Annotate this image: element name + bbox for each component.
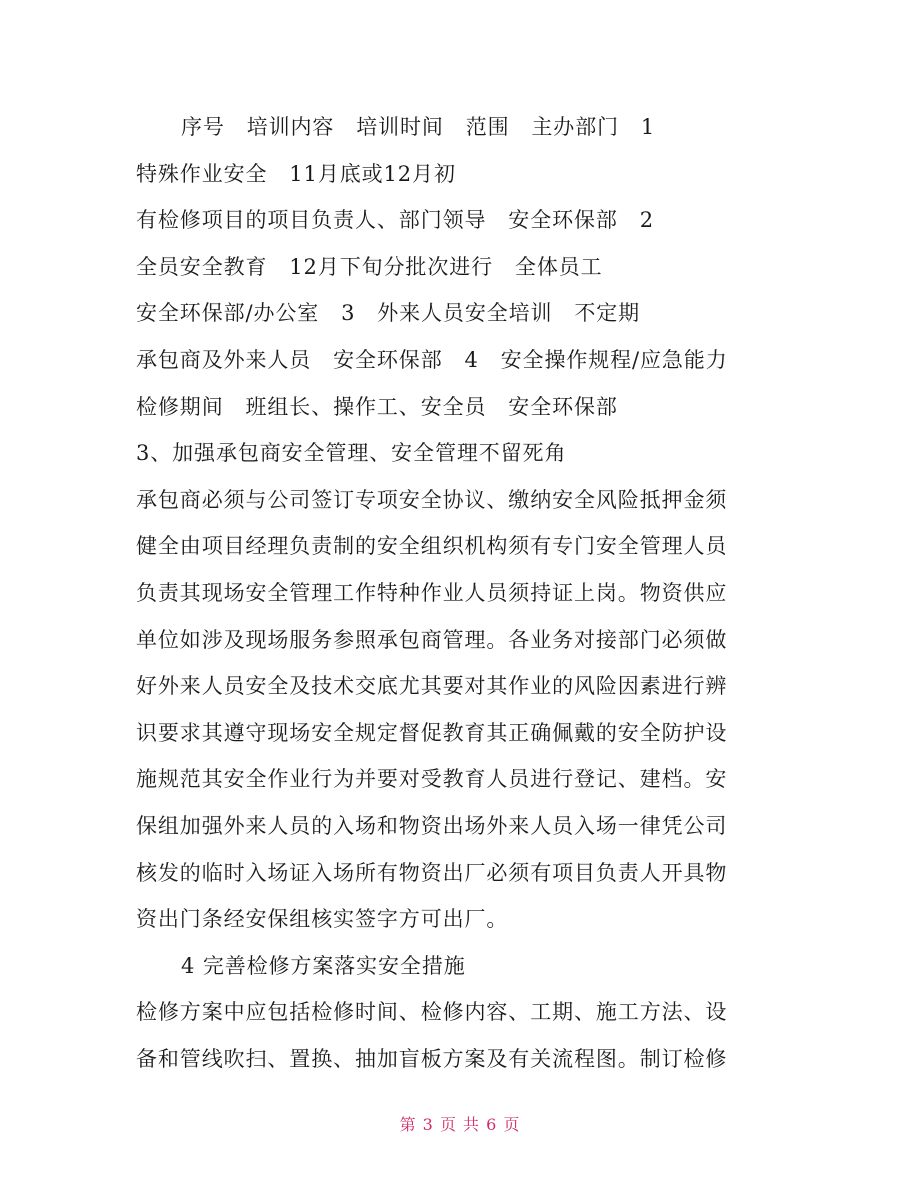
text-line: 负责其现场安全管理工作特种作业人员须持证上岗。物资供应 — [136, 580, 728, 605]
text-line: 承包商及外来人员 安全环保部 4 安全操作规程/应急能力 — [136, 347, 728, 372]
text-line: 核发的临时入场证入场所有物资出厂必须有项目负责人开具物 — [136, 860, 728, 885]
text-line: 安全环保部/办公室 3 外来人员安全培训 不定期 — [136, 301, 641, 326]
text-line: 施规范其安全作业行为并要对受教育人员进行登记、建档。安 — [136, 767, 728, 792]
text-line: 好外来人员安全及技术交底尤其要对其作业的风险因素进行辨 — [136, 674, 728, 699]
text-line: 特殊作业安全 11月底或12月初 — [136, 161, 456, 186]
page-number-footer: 第 3 页 共 6 页 — [399, 1115, 521, 1134]
section-heading: 3、加强承包商安全管理、安全管理不留死角 — [136, 441, 567, 466]
text-line: 识要求其遵守现场安全规定督促教育其正确佩戴的安全防护设 — [136, 720, 728, 745]
text-line: 资出门条经安保组核实签字方可出厂。 — [136, 907, 509, 932]
text-line: 保组加强外来人员的入场和物资出场外来人员入场一律凭公司 — [136, 813, 728, 838]
text-line: 承包商必须与公司签订专项安全协议、缴纳安全风险抵押金须 — [136, 487, 728, 512]
training-table-header-line: 序号 培训内容 培训时间 范围 主办部门 1 — [181, 115, 656, 139]
text-line: 单位如涉及现场服务参照承包商管理。各业务对接部门必须做 — [136, 627, 728, 652]
document-body — [136, 104, 786, 1082]
section-heading: 4 完善检修方案落实安全措施 — [181, 953, 466, 978]
text-line: 检修期间 班组长、操作工、安全员 安全环保部 — [136, 394, 618, 419]
text-line: 检修方案中应包括检修时间、检修内容、工期、施工方法、设 — [136, 1000, 728, 1025]
text-line: 有检修项目的项目负责人、部门领导 安全环保部 2 — [136, 208, 654, 233]
text-line: 健全由项目经理负责制的安全组织机构须有专门安全管理人员 — [136, 534, 728, 559]
text-line: 全员安全教育 12月下旬分批次进行 全体员工 — [136, 254, 603, 279]
text-line: 备和管线吹扫、置换、抽加盲板方案及有关流程图。制订检修 — [136, 1046, 728, 1071]
